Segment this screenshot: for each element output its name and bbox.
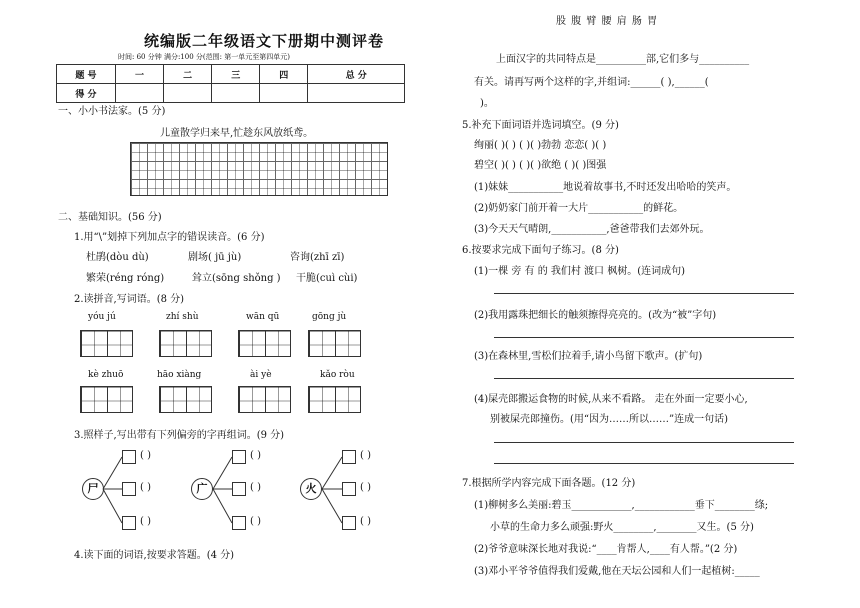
word-blank[interactable]: ( ) xyxy=(250,516,261,527)
poem-line: 儿童散学归来早,忙趁东风放纸鸢。 xyxy=(160,128,314,139)
char-box[interactable] xyxy=(122,516,136,530)
q5-sentence-3[interactable]: (3)今天天气晴朗,___________,爸爸带我们去郊外玩。 xyxy=(474,224,710,235)
character-list: 股 腹 臂 腰 肩 肠 胃 xyxy=(556,16,659,27)
question-4: 4.读下面的词语,按要求答题。(4 分) xyxy=(74,550,235,561)
question-1: 1.用“\”划掉下列加点字的错误读音。(6 分) xyxy=(74,232,265,243)
q7-item-3[interactable]: (3)邓小平爷爷值得我们爱戴,他在天坛公园和人们一起植树:_____ xyxy=(474,566,760,577)
word-blank[interactable]: ( ) xyxy=(140,516,151,527)
pinyin-option[interactable]: 耸立(sōng shǒng ) xyxy=(192,273,281,284)
char-box[interactable] xyxy=(342,482,356,496)
word-blank[interactable]: ( ) xyxy=(140,450,151,461)
section-2-title: 二、基础知识。(56 分) xyxy=(58,212,162,223)
question-3: 3.照样子,写出带有下列偏旁的字再组词。(9 分) xyxy=(74,430,285,441)
char-box[interactable] xyxy=(122,450,136,464)
answer-line[interactable] xyxy=(494,337,794,338)
table-cell: 得 分 xyxy=(57,84,116,103)
pinyin-label: gōng jù xyxy=(312,312,347,322)
q5-words-row-2[interactable]: 碧空( )( ) ( )( )欲绝 ( )( )图强 xyxy=(474,160,607,171)
radical-huo: 火 xyxy=(300,478,322,500)
intro-line-3: )。 xyxy=(480,98,494,109)
pinyin-label: yóu jú xyxy=(88,312,116,322)
pinyin-label: zhí shù xyxy=(166,312,199,322)
answer-line[interactable] xyxy=(494,293,794,294)
q6-item-4b: 别被屎壳郎撞伤。(用“因为……所以……”连成一句话) xyxy=(490,414,729,425)
intro-line-2: 有关。请再写两个这样的字,并组词:______( ),______( xyxy=(474,77,709,88)
answer-line[interactable] xyxy=(494,442,794,443)
word-blank[interactable]: ( ) xyxy=(250,482,261,493)
section-1-title: 一、小小书法家。(5 分) xyxy=(58,106,166,117)
q6-item-1: (1)一棵 旁 有 的 我们村 渡口 枫树。(连词成句) xyxy=(474,266,686,277)
pinyin-label: hāo xiàng xyxy=(157,370,202,380)
char-box[interactable] xyxy=(232,482,246,496)
pinyin-label: wān qū xyxy=(246,312,280,322)
question-6: 6.按要求完成下面句子练习。(8 分) xyxy=(462,245,619,256)
q7-item-2[interactable]: (2)爷爷意味深长地对我说:“____肯帮人,____有人帮。”(2 分) xyxy=(474,544,738,555)
exam-meta: 时间: 60 分钟 满分:100 分(范围: 第一单元至第四单元) xyxy=(118,53,290,61)
pinyin-option[interactable]: 杜鹃(dòu dù) xyxy=(86,252,149,263)
char-box[interactable] xyxy=(232,450,246,464)
word-blank[interactable]: ( ) xyxy=(360,516,371,527)
page-title: 统编版二年级语文下册期中测评卷 xyxy=(144,32,385,50)
pinyin-label: kè zhuō xyxy=(88,370,124,380)
radical-shi: 尸 xyxy=(82,478,104,500)
q5-sentence-1[interactable]: (1)妹妹___________地说着故事书,不时还发出哈哈的笑声。 xyxy=(474,182,737,193)
question-2: 2.读拼音,写词语。(8 分) xyxy=(74,294,185,305)
word-blank[interactable]: ( ) xyxy=(360,482,371,493)
word-blank[interactable]: ( ) xyxy=(140,482,151,493)
word-blank[interactable]: ( ) xyxy=(250,450,261,461)
pinyin-option[interactable]: 繁荣(réng róng) xyxy=(86,273,165,284)
radical-guang: 广 xyxy=(191,478,213,500)
table-cell: 题 号 xyxy=(57,65,116,84)
table-cell: 一 xyxy=(116,65,164,84)
pinyin-label: ài yè xyxy=(250,370,272,380)
pinyin-option[interactable]: 剧场( jū jù) xyxy=(188,252,242,263)
question-7: 7.根据所学内容完成下面各题。(12 分) xyxy=(462,478,636,489)
pinyin-option[interactable]: 咨询(zhī zī) xyxy=(290,252,345,263)
char-box[interactable] xyxy=(232,516,246,530)
q7-item-1a[interactable]: (1)柳树多么美丽:碧玉____________,____________垂下________绦; xyxy=(474,500,769,511)
q5-words-row-1[interactable]: 绚丽( )( ) ( )( )勃勃 恋恋( )( ) xyxy=(474,140,607,151)
answer-line[interactable] xyxy=(494,463,794,464)
char-box[interactable] xyxy=(342,450,356,464)
pinyin-label: kǎo ròu xyxy=(320,370,355,380)
q6-item-2: (2)我用露珠把细长的触须擦得亮亮的。(改为“被”字句) xyxy=(474,310,717,321)
question-5: 5.补充下面词语并选词填空。(9 分) xyxy=(462,120,619,131)
intro-line-1: 上面汉字的共同特点是__________部,它们多与__________ xyxy=(496,54,750,65)
q6-item-4a: (4)屎壳郎搬运食物的时候,从来不看路。 走在外面一定要小心, xyxy=(474,394,748,405)
word-blank[interactable]: ( ) xyxy=(360,450,371,461)
pinyin-option[interactable]: 干脆(cuì cùi) xyxy=(296,273,358,284)
char-box[interactable] xyxy=(342,516,356,530)
q5-sentence-2[interactable]: (2)奶奶家门前开着一大片___________的鲜花。 xyxy=(474,203,684,214)
q6-item-3: (3)在森林里,雪松们拉着手,请小鸟留下歌声。(扩句) xyxy=(474,351,703,362)
char-box[interactable] xyxy=(122,482,136,496)
table-cell: 三 xyxy=(212,65,260,84)
answer-line[interactable] xyxy=(494,378,794,379)
q7-item-1b[interactable]: 小草的生命力多么顽强:野火________,________又生。(5 分) xyxy=(490,522,754,533)
table-cell: 二 xyxy=(164,65,212,84)
table-cell: 四 xyxy=(260,65,308,84)
table-cell: 总 分 xyxy=(308,65,405,84)
